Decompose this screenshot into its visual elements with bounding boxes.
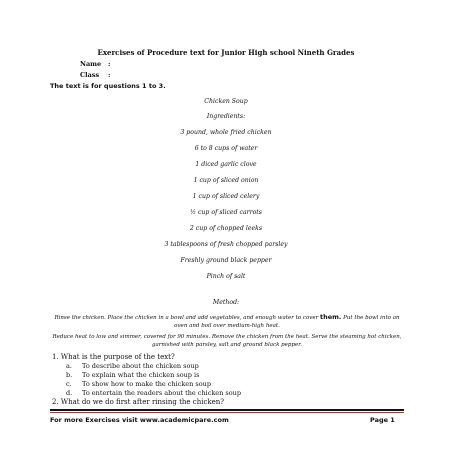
class-label: Class	[80, 71, 100, 79]
ingredient-item: 1 cup of sliced onion	[193, 177, 259, 184]
method-emphasis: them.	[320, 313, 342, 321]
question-1: 1. What is the purpose of the text?	[52, 353, 175, 361]
option-text: To describe about the chicken soup	[82, 362, 199, 370]
class-colon: :	[108, 71, 111, 79]
option-text: To explain what the chicken soup is	[82, 371, 200, 379]
name-field	[80, 60, 111, 68]
page-number: Page 1	[370, 416, 395, 424]
option-letter: a.	[66, 362, 72, 370]
ingredients-heading: Ingredients:	[206, 113, 246, 120]
option-text: To show how to make the chicken soup	[82, 380, 211, 388]
answer-option-d	[66, 389, 241, 397]
method-text: Put the bowl into an oven and boil over medium-high heat.	[174, 315, 400, 329]
answer-option-a	[66, 362, 199, 370]
page-title: Exercises of Procedure text for Junior High school Nineth Grades	[97, 48, 355, 57]
ingredient-item: 3 tablespoons of fresh chopped parsley	[164, 241, 288, 248]
question-2: 2. What do we do first after rinsing the chicken?	[52, 398, 225, 406]
ingredient-item: 1 cup of sliced celery	[192, 193, 260, 200]
method-paragraph-2: Reduce heat to low and simmer, covered for 90 minutes. Remove the chicken from the heat. Serve the steaming hot chicken, garnished with parsley, salt and ground black pepper.	[52, 334, 402, 348]
recipe-title: Chicken Soup	[204, 98, 248, 105]
option-letter: b.	[66, 371, 73, 379]
ingredient-item: 6 to 8 cups of water	[194, 145, 258, 152]
ingredient-item: Freshly ground black pepper	[180, 257, 272, 264]
footer-rule-red	[50, 412, 404, 413]
class-field	[80, 71, 111, 79]
option-letter: d.	[66, 389, 73, 397]
method-text: Rinse the chicken. Place the chicken in a bowl and add vegetables, and enough water to cover	[54, 315, 319, 321]
ingredient-item: ½ cup of sliced carrots	[190, 209, 262, 216]
name-label: Name	[80, 60, 102, 68]
option-letter: c.	[66, 380, 72, 388]
footer-link-text[interactable]: For more Exercises visit www.academicpare.com	[50, 416, 229, 424]
answer-option-b	[66, 371, 199, 379]
name-colon: :	[108, 60, 111, 68]
intro-text: The text is for questions 1 to 3.	[50, 82, 166, 90]
ingredient-item: Pinch of salt	[206, 273, 246, 280]
ingredient-item: 2 cup of chopped leeks	[189, 225, 263, 232]
method-heading: Method:	[212, 299, 240, 306]
ingredient-item: 1 diced garlic clove	[195, 161, 257, 168]
footer-rule-dark	[50, 409, 404, 411]
option-text: To entertain the readers about the chicken soup	[82, 389, 241, 397]
answer-option-c	[66, 380, 211, 388]
method-paragraph-1	[52, 313, 402, 330]
ingredient-item: 3 pound, whole fried chicken	[180, 129, 272, 136]
